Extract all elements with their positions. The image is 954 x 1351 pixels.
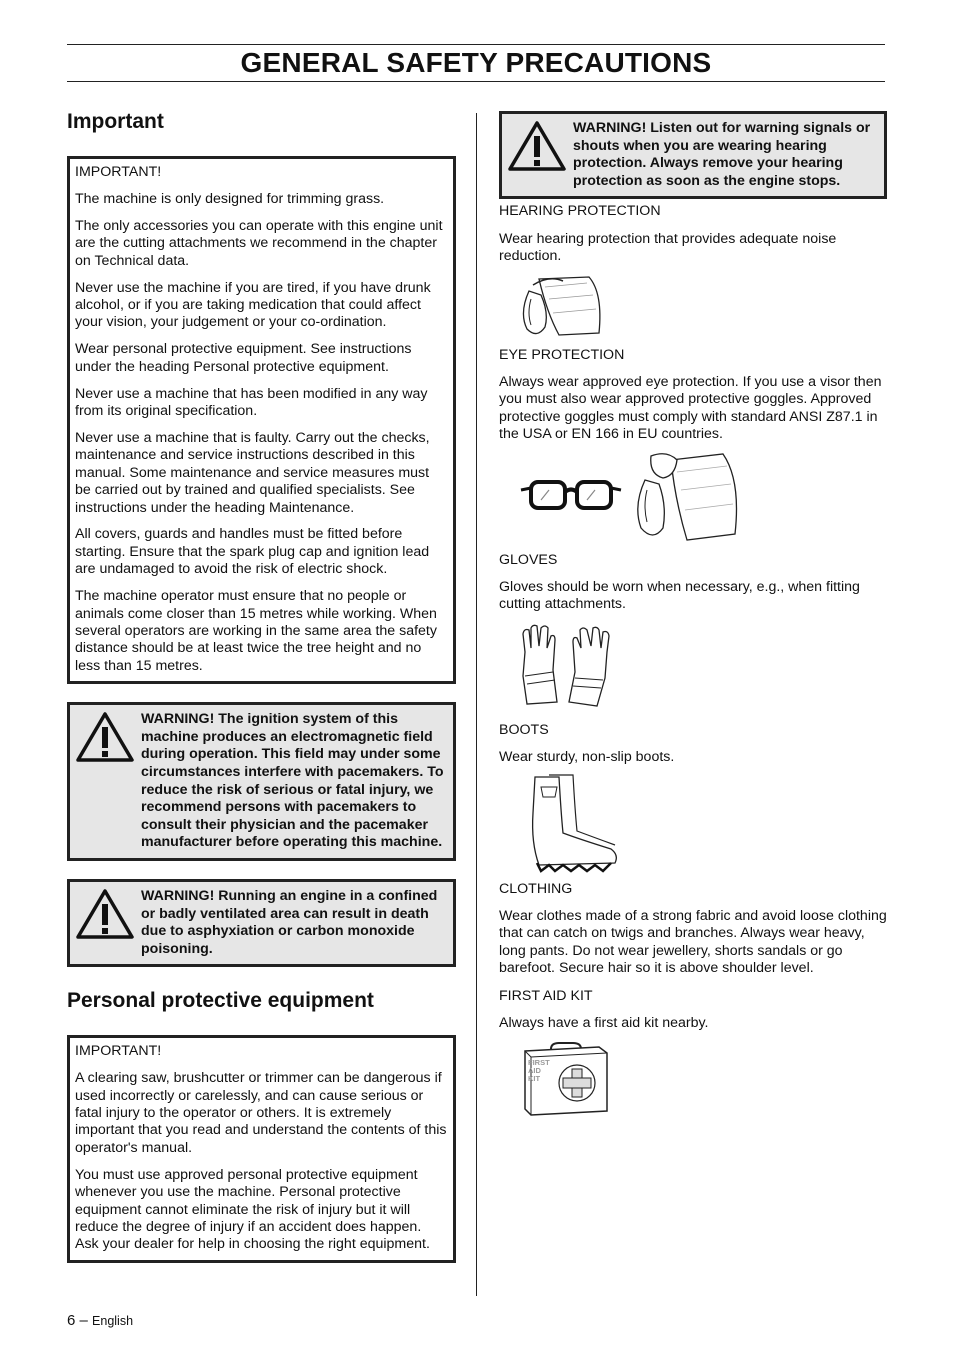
clothing-text: Wear clothes made of a strong fabric and avoid loose clothing that can catch on twigs and branches. Always wear heavy, long pants. Do not wear jewellery, shorts sandals or go barefoot. Secure hair so it is above shoulder level. bbox=[499, 908, 887, 977]
warning-triangle-icon bbox=[75, 888, 141, 958]
eye-protection-text: Always wear approved eye protection. If you use a visor then you must also wear approved protective goggles. Approved protective goggles must comply with standard ANSI Z87.1 in the USA or EN 166 in EU countries. bbox=[499, 374, 882, 443]
important-paragraph: The machine operator must ensure that no people or animals come closer than 15 metres while working. When several operators are working in the same area the safety distance should be at least twice the tree height and no less than 15 metres. bbox=[75, 588, 437, 674]
important-label: IMPORTANT! bbox=[75, 164, 162, 180]
ppe-paragraph: You must use approved personal protective equipment whenever you use the machine. Personal protective equipment cannot eliminate the risk of injury but it will reduce the degree of injury if an accident does happen. Ask your dealer for help in choosing the right equipment. bbox=[75, 1166, 430, 1253]
page-title: GENERAL SAFETY PRECAUTIONS bbox=[67, 44, 885, 82]
important-paragraph: The machine is only designed for trimming grass. bbox=[75, 190, 385, 207]
important-box bbox=[67, 156, 456, 684]
gloves-icon bbox=[519, 622, 887, 708]
important-paragraph: The only accessories you can operate with this engine unit are the cutting attachments we recommend in the chapter on Technical data. bbox=[75, 217, 443, 269]
hearing-warning-box bbox=[499, 111, 887, 199]
warning-triangle-icon bbox=[75, 711, 141, 852]
eye-protection-label: EYE PROTECTION bbox=[499, 346, 625, 363]
first-aid-text: Always have a first aid kit nearby. bbox=[499, 1015, 709, 1032]
first-aid-label: FIRST AID KIT bbox=[499, 987, 593, 1004]
important-heading: Important bbox=[67, 110, 164, 133]
boots-text: Wear sturdy, non-slip boots. bbox=[499, 749, 675, 766]
important-paragraph: Never use the machine if you are tired, if you have drunk alcohol, or if you are taking medication that could affect your vision, your judgement or your co-ordination. bbox=[75, 279, 431, 331]
important-paragraph: Wear personal protective equipment. See instructions under the heading Personal protective equipment. bbox=[75, 341, 412, 375]
ppe-label: IMPORTANT! bbox=[75, 1043, 162, 1060]
page-footer bbox=[67, 1312, 133, 1329]
hearing-warning-text: WARNING! Listen out for warning signals or shouts when you are wearing hearing protection. Always remove your hearing protection as soon as the engine stops. bbox=[573, 120, 871, 189]
ventilation-warning-text: WARNING! Running an engine in a confined or badly ventilated area can result in death due to asphyxiation or carbon monoxide poisoning. bbox=[141, 887, 438, 957]
warning-triangle-icon bbox=[507, 120, 573, 190]
important-paragraph: Never use a machine that is faulty. Carry out the checks, maintenance and service instructions described in this manual. Some maintenance and service measures must be carried out by trained and qualified specialists. See instructions under the heading Maintenance. bbox=[75, 429, 430, 516]
important-paragraph: Never use a machine that has been modified in any way from its original specification. bbox=[75, 385, 428, 419]
left-column bbox=[67, 110, 456, 1263]
goggles-icon bbox=[519, 476, 623, 516]
ppe-paragraph: A clearing saw, brushcutter or trimmer can be dangerous if used incorrectly or carelessly, and can cause serious or fatal injury to the operator or others. It is extremely important that you read and understand the contents of this operator's manual. bbox=[75, 1070, 447, 1156]
eye-protection-images bbox=[519, 450, 887, 542]
gloves-text: Gloves should be worn when necessary, e.g., when fitting cutting attachments. bbox=[499, 579, 860, 613]
ppe-box bbox=[67, 1035, 456, 1262]
important-paragraph: All covers, guards and handles must be fitted before starting. Ensure that the spark plug cap and ignition lead are undamaged to avoid the risk of electric shock. bbox=[75, 526, 430, 578]
page-number: 6 – bbox=[67, 1312, 88, 1329]
clothing-label: CLOTHING bbox=[499, 880, 573, 897]
pacemaker-warning-box bbox=[67, 702, 456, 861]
footer-language: English bbox=[92, 1314, 134, 1328]
hearing-protection-label: HEARING PROTECTION bbox=[499, 203, 661, 220]
earmuff-visor-icon bbox=[519, 273, 887, 339]
ppe-heading: Personal protective equipment bbox=[67, 989, 374, 1013]
first-aid-kit-icon bbox=[521, 1041, 611, 1117]
boots-label: BOOTS bbox=[499, 721, 549, 738]
helmet-visor-icon bbox=[631, 450, 743, 542]
hearing-protection-text: Wear hearing protection that provides adequate noise reduction. bbox=[499, 230, 837, 265]
right-column bbox=[499, 111, 887, 1117]
column-divider bbox=[476, 113, 477, 1296]
pacemaker-warning-text: WARNING! The ignition system of this machine produces an electromagnetic field during operation. This field may under some circumstances interfere with pacemakers. To reduce the risk of serious or fatal injury, we recommend persons with pacemakers to consult their physician and the pacemaker manufacturer before operating this machine. bbox=[141, 711, 444, 851]
ventilation-warning-box bbox=[67, 879, 456, 967]
boots-icon bbox=[519, 773, 887, 873]
gloves-label: GLOVES bbox=[499, 551, 558, 568]
first-aid-kit-label: FIRST AID KIT bbox=[528, 1057, 550, 1083]
